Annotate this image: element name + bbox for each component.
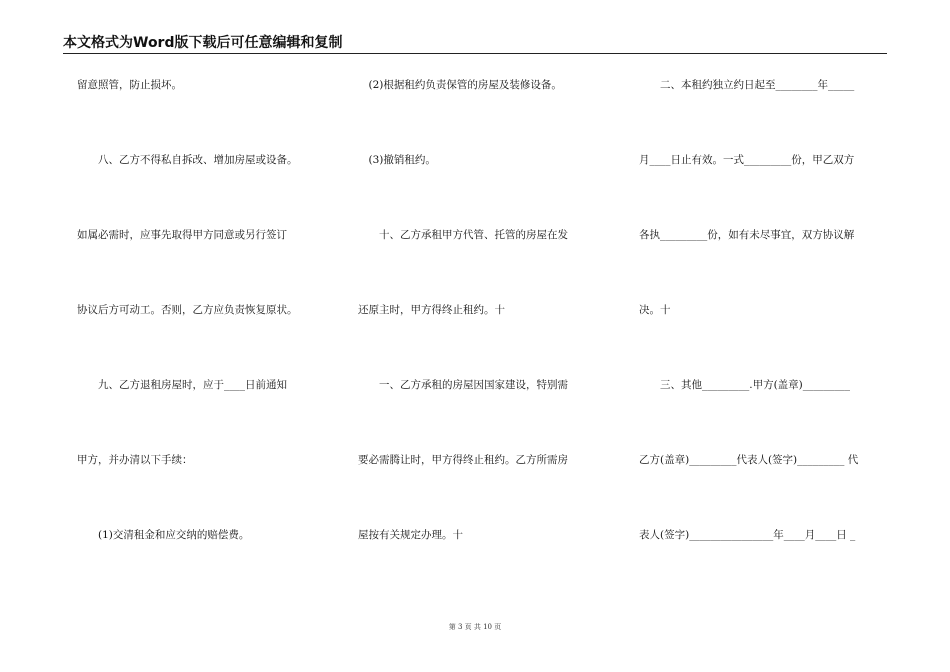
text-line: 协议后方可动工。否则，乙方应负责恢复原状。 — [77, 304, 298, 316]
text-line: (2)根据租约负责保管的房屋及装修设备。 — [358, 79, 562, 91]
text-line: 九、乙方退租房屋时，应于____日前通知 — [77, 379, 287, 391]
text-line: (1)交清租金和应交纳的赔偿费。 — [77, 529, 250, 541]
text-line: 如属必需时，应事先取得甲方同意或另行签订 — [77, 229, 287, 241]
text-column-3 — [639, 78, 887, 603]
text-line: 要必需腾让时，甲方得终止租约。乙方所需房 — [358, 454, 568, 466]
text-line: 一、乙方承租的房屋因国家建设，特别需 — [358, 379, 568, 391]
text-line: 甲方，并办清以下手续： — [77, 454, 193, 466]
text-line: 屋按有关规定办理。十 — [358, 529, 463, 541]
text-line: 表人(签字)________________年____月____日 _ — [639, 529, 856, 541]
text-line: 乙方(盖章)_________代表人(签字)_________ 代 — [639, 454, 859, 466]
text-line: 决。十 — [639, 304, 671, 316]
text-line: 三、其他_________.甲方(盖章)_________ — [639, 379, 851, 391]
text-line: 二、本租约独立约日起至________年_____ — [639, 79, 855, 91]
text-line: (3)撤销租约。 — [358, 154, 436, 166]
page-number: 第 3 页 共 10 页 — [448, 623, 502, 631]
text-line: 十、乙方承租甲方代管、托管的房屋在发 — [358, 229, 568, 241]
text-column-1 — [77, 78, 325, 603]
text-line: 各执_________份，如有未尽事宜，双方协议解 — [639, 229, 855, 241]
text-line: 还原主时，甲方得终止租约。十 — [358, 304, 505, 316]
document-header — [63, 34, 887, 54]
text-line: 月____日止有效。一式_________份，甲乙双方 — [639, 154, 855, 166]
header-title: 本文格式为Word版下载后可任意编辑和复制 — [63, 35, 343, 51]
text-line: 八、乙方不得私自拆改、增加房屋或设备。 — [77, 154, 298, 166]
text-line: 留意照管，防止损坏。 — [77, 79, 182, 91]
text-column-2 — [358, 78, 606, 603]
